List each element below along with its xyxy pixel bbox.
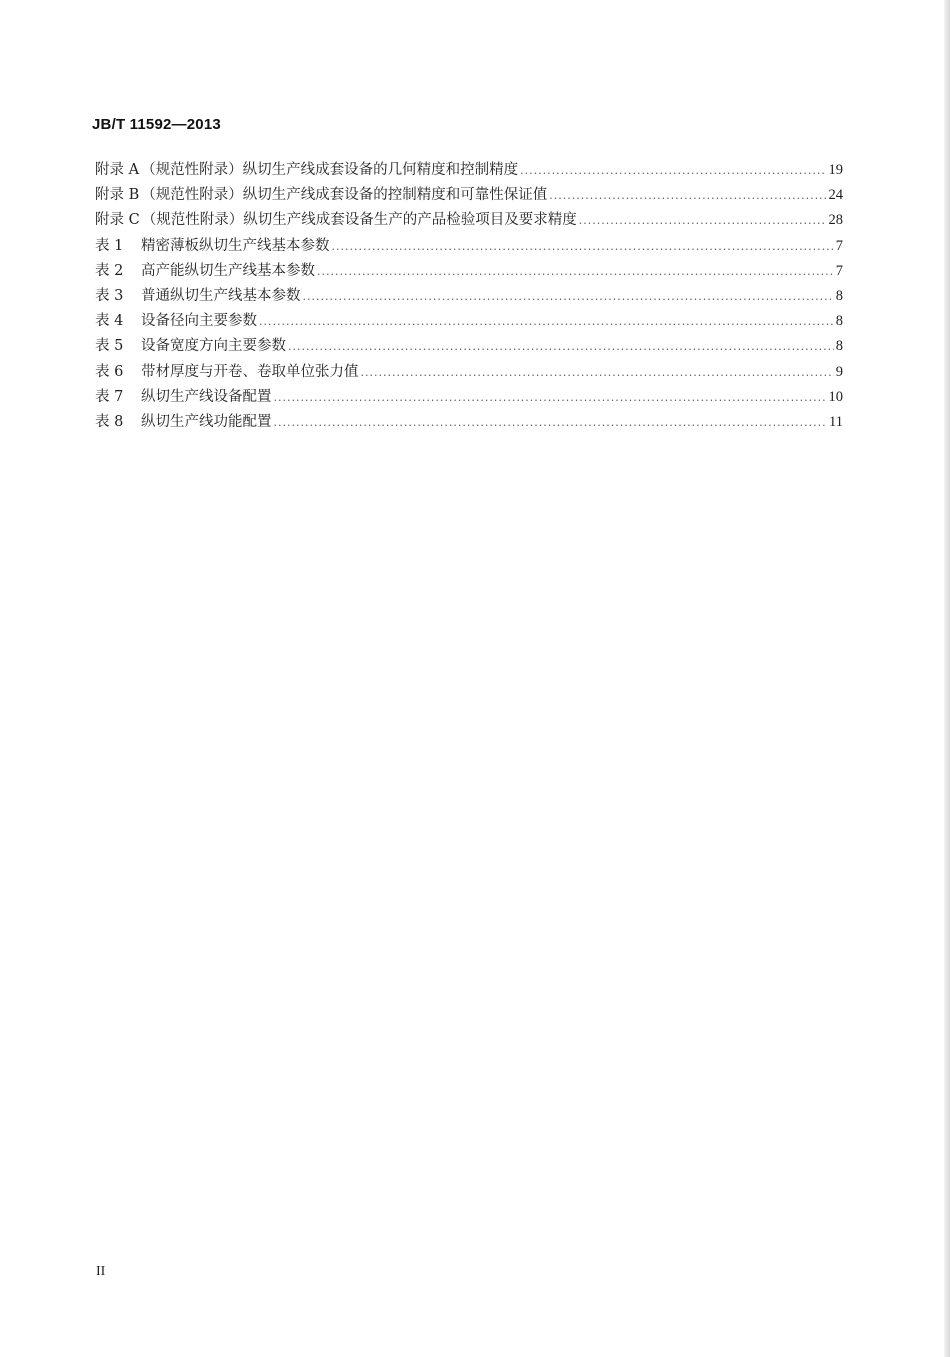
toc-leader-dots — [317, 265, 834, 278]
toc-entry-appendix-c[interactable] — [95, 208, 843, 233]
toc-leader-dots — [549, 189, 826, 202]
toc-entry-page: 9 — [835, 363, 843, 380]
toc-leader-dots — [303, 290, 834, 303]
toc-entry-table-4[interactable] — [95, 309, 843, 334]
toc-entry-page: 28 — [828, 212, 843, 229]
toc-entry-label — [95, 208, 577, 229]
toc-entry-title: 设备宽度方向主要参数 — [141, 338, 286, 355]
toc-entry-title: （规范性附录）纵切生产线成套设备的几何精度和控制精度 — [141, 162, 519, 178]
toc-entry-page: 7 — [835, 237, 843, 254]
toc-entry-table-6[interactable] — [95, 360, 843, 385]
page-number-footer: II — [96, 1264, 106, 1279]
toc-entry-page: 8 — [835, 287, 843, 304]
toc-entry-prefix: 表 3 — [95, 287, 124, 304]
toc-leader-dots — [259, 315, 834, 328]
toc-entry-label — [95, 410, 272, 431]
toc-entry-page: 24 — [828, 187, 843, 204]
toc-entry-prefix: 附录 C — [95, 212, 140, 229]
toc-entry-table-3[interactable] — [95, 284, 843, 309]
toc-entry-table-5[interactable] — [95, 334, 843, 359]
toc-entry-title: （规范性附录）纵切生产线成套设备的控制精度和可靠性保证值 — [141, 187, 548, 204]
toc-entry-label — [95, 309, 257, 330]
toc-entry-title: 纵切生产线设备配置 — [141, 388, 272, 405]
toc-entry-title: 普通纵切生产线基本参数 — [141, 287, 301, 304]
toc-entry-prefix: 表 2 — [95, 262, 124, 279]
toc-entry-label — [95, 183, 547, 204]
toc-leader-dots — [579, 214, 827, 227]
toc-entry-title: （规范性附录）纵切生产线成套设备生产的产品检验项目及要求精度 — [141, 212, 577, 229]
toc-entry-table-1[interactable] — [95, 234, 843, 259]
toc-entry-prefix: 表 1 — [95, 237, 124, 254]
toc-entry-label — [95, 334, 286, 355]
toc-entry-label — [95, 360, 359, 381]
table-of-contents — [95, 158, 843, 435]
toc-entry-prefix: 表 8 — [95, 413, 124, 430]
toc-leader-dots — [274, 391, 827, 404]
toc-entry-table-8[interactable] — [95, 410, 843, 435]
toc-entry-label — [95, 234, 330, 255]
toc-entry-title: 设备径向主要参数 — [141, 313, 257, 330]
toc-entry-prefix: 附录 B — [95, 187, 140, 204]
toc-leader-dots — [274, 416, 828, 429]
toc-entry-label — [95, 259, 315, 280]
toc-entry-label — [95, 284, 301, 305]
document-code-header: JB/T 11592—2013 — [92, 116, 221, 133]
toc-leader-dots — [332, 240, 834, 253]
toc-entry-prefix: 附录 A — [95, 162, 140, 178]
toc-entry-appendix-b[interactable] — [95, 183, 843, 208]
toc-entry-title: 精密薄板纵切生产线基本参数 — [141, 237, 330, 254]
toc-entry-table-2[interactable] — [95, 259, 843, 284]
toc-entry-prefix: 表 7 — [95, 388, 124, 405]
toc-entry-title: 高产能纵切生产线基本参数 — [141, 262, 315, 279]
toc-leader-dots — [520, 164, 826, 177]
toc-entry-title: 纵切生产线功能配置 — [141, 413, 272, 430]
toc-entry-appendix-a[interactable] — [95, 158, 843, 183]
toc-entry-prefix: 表 4 — [95, 313, 124, 330]
toc-leader-dots — [288, 340, 834, 353]
page-edge-shadow — [944, 0, 950, 1357]
toc-entry-page: 7 — [835, 262, 843, 279]
toc-entry-label — [95, 158, 518, 179]
toc-entry-page: 10 — [828, 388, 843, 405]
toc-entry-page: 11 — [829, 413, 843, 430]
toc-entry-page: 8 — [835, 313, 843, 330]
toc-entry-page: 8 — [835, 338, 843, 355]
toc-entry-table-7[interactable] — [95, 385, 843, 410]
toc-entry-label — [95, 385, 272, 406]
toc-entry-title: 带材厚度与开卷、卷取单位张力值 — [141, 363, 359, 380]
toc-entry-prefix: 表 6 — [95, 363, 124, 380]
toc-leader-dots — [361, 366, 834, 379]
toc-entry-prefix: 表 5 — [95, 338, 124, 355]
toc-entry-page: 19 — [828, 162, 843, 178]
